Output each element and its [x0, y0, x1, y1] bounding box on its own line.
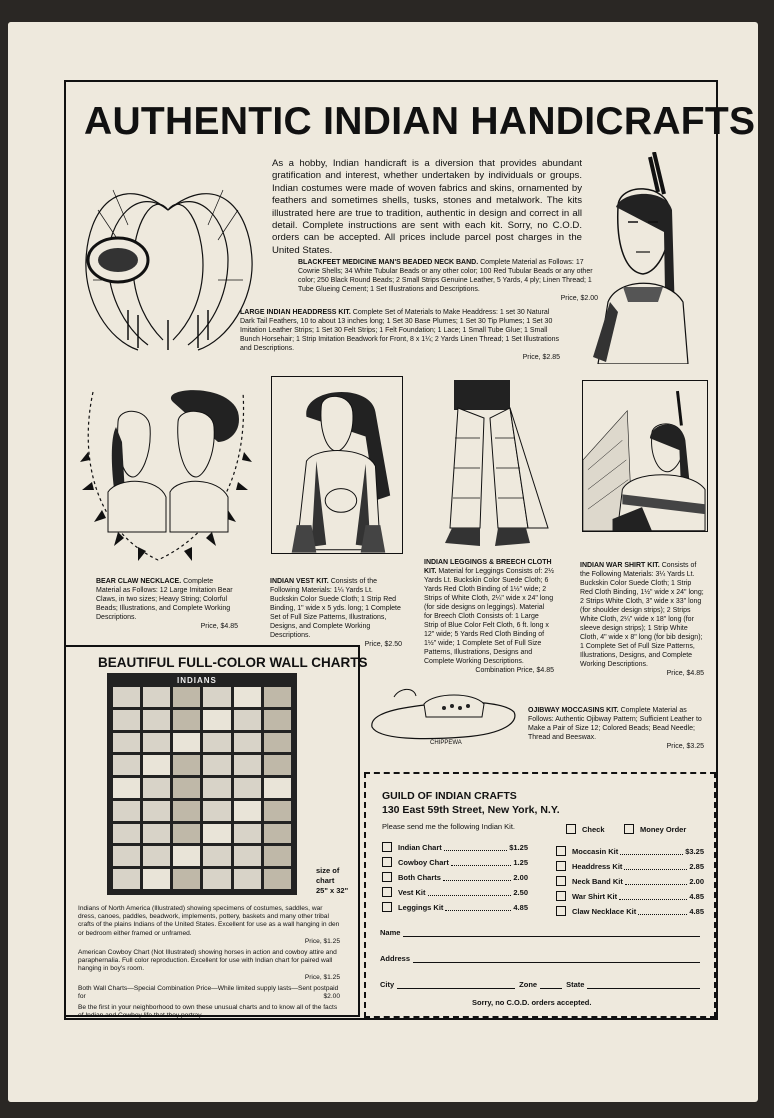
order-item-leggings-kit[interactable]: Leggings Kit 4.85	[382, 902, 528, 912]
vest-description: INDIAN VEST KIT. Consists of the Following Materials: 1¼ Yards Lt. Buckskin Color Suede Cloth; 1 Strip Red Binding, 1" wide x 5 yds. long; 1 Complete Set of Full Size Patterns, Illustrations, Designs, and Complete Working Descriptions. Price, $2.50	[270, 578, 402, 648]
neckband-description: BLACKFEET MEDICINE MAN'S BEADED NECK BAND. Complete Material as Follows: 17 Cowrie Shells; 34 White Tubular Beads or any other color; 100 Red Tubular Beads or any other color; 250 Black Round Beads; 2 Small Strips Genuine Leather, 5 Yards, 4 ply; Linen Thread; 1 Tube Glueing Cement; 1 Set Illustrations and Descriptions. Price, $2.00	[298, 259, 598, 302]
order-checkbox[interactable]	[382, 887, 392, 897]
headdress-illustration	[78, 150, 258, 355]
order-item-claw-necklace-kit[interactable]: Claw Necklace Kit 4.85	[556, 906, 704, 916]
zone-line[interactable]	[540, 987, 562, 989]
order-item-moccasin-kit[interactable]: Moccasin Kit $3.25	[556, 846, 704, 856]
bear-claw-necklace-illustration	[78, 382, 256, 572]
order-checkbox[interactable]	[382, 842, 392, 852]
order-checkbox[interactable]	[382, 872, 392, 882]
order-checkbox[interactable]	[556, 891, 566, 901]
war-shirt-description: INDIAN WAR SHIRT KIT. Consists of the Following Materials: 3¼ Yards Lt. Buckskin Color Suede Cloth; 1 Strip Red Cloth Binding, 1½" wide x 24" long; 2 Strips White Cloth, 3" wide x 33" long (for shoulder design strips); 2 Strips White Cloth, 2¼" wide x 18" long (for sleeve design strips); 1 Strip White Cloth, 4" wide x 8" long (for bib design); 1 Complete Set of Full Size Patterns, Illustrations, Designs, and Complete Working Descriptions. Price, $4.85	[580, 562, 704, 677]
state-line[interactable]	[587, 987, 700, 989]
order-item-headdress-kit[interactable]: Headdress Kit 2.85	[556, 861, 704, 871]
order-item-vest-kit[interactable]: Vest Kit 2.50	[382, 887, 528, 897]
leggings-description: INDIAN LEGGINGS & BREECH CLOTH KIT. Material for Leggings Consists of: 2½ Yards Lt. Buckskin Color Suede Cloth; 6 Yards Red Cloth Binding of 1½" wide; 2 Strips of White Cloth, 2¼" wide x 24" long (for side designs on leggings). Material for Breech Cloth Consists of: 1 Large Strip of Blue Color Felt Cloth, 6 ft. long x 12" wide; 5 Yards Red Cloth Binding of 1½" wide; 1 Complete Set of Full Size Patterns, Illustrations, Designs and Complete Working Descriptions. Combination Price, $4.85	[424, 559, 554, 674]
order-checkbox[interactable]	[556, 876, 566, 886]
order-item-war-shirt-kit[interactable]: War Shirt Kit 4.85	[556, 891, 704, 901]
guild-address: 130 East 59th Street, New York, N.Y.	[382, 804, 560, 816]
war-shirt-illustration	[582, 380, 708, 532]
order-item-both-charts[interactable]: Both Charts 2.00	[382, 872, 528, 882]
order-item-cowboy-chart[interactable]: Cowboy Chart 1.25	[382, 857, 528, 867]
ad-title: AUTHENTIC INDIAN HANDICRAFTS	[84, 100, 756, 143]
order-checkbox[interactable]	[556, 906, 566, 916]
ad-intro: As a hobby, Indian handicraft is a diversion that provides abundant gratification and interest, whether undertaken by individuals or groups. Indian costumes were made of woven fabrics and skins, ornamented by feathers and sometimes shells, tusks, stones and metalwork. The kits illustrated here are true to tradition, authentic in design and correct in all detail. Complete instructions are sent with each kit. Sorry, no C.O.D. orders can be accepted. All prices include parcel post charges in the United States.	[272, 158, 582, 256]
wall-charts-heading: BEAUTIFUL FULL-COLOR WALL CHARTS	[98, 655, 368, 670]
wall-charts-description: Indians of North America (Illustrated) showing specimens of costumes, saddles, war dress, canoes, paddles, beadwork, implements, pottery, baskets and many other tribal crafts of the plains Indians of the United States. Excellent for use as a wall hanging in den or bedroom either framed or unframed. Price, $1.25 American Cowboy Chart (Not Illustrated) showing horses in action and cowboy attire and paraphernalia. Full color reproduction. Excellent for use with Indian chart for paired wall hanging in boy's room. Price, $1.25 Both Wall Charts—Special Combination Price—While limited supply lasts—Sent postpaid for $2.00 Be the first in your neighborhood to own these unusual charts and to know all of the facts of Indian and Cowboy life that they portray.	[78, 905, 340, 1020]
name-field[interactable]: Name	[380, 928, 700, 937]
moccasins-caption: CHIPPEWA	[430, 740, 462, 746]
chart-size-note: size of chart 25" x 32"	[316, 866, 349, 895]
chief-portrait-illustration	[588, 152, 698, 364]
order-instruction: Please send me the following Indian Kit.	[382, 822, 515, 831]
city-line[interactable]	[397, 987, 515, 989]
order-item-indian-chart[interactable]: Indian Chart $1.25	[382, 842, 528, 852]
leggings-illustration	[440, 378, 550, 550]
city-zone-state-field[interactable]: City Zone State	[380, 980, 700, 989]
order-checkbox[interactable]	[556, 861, 566, 871]
moccasins-description: OJIBWAY MOCCASINS KIT. Complete Material as Follows: Authentic Ojibway Pattern; Sufficient Leather to Make a Pair of Size 12; Colored Beads; Bead Needle; Thread and Beeswax. Price, $3.25	[528, 707, 704, 750]
guild-name: GUILD OF INDIAN CRAFTS	[382, 790, 517, 802]
bear-claw-description: BEAR CLAW NECKLACE. Complete Material as Follows: 12 Large Imitation Bear Claws, in two sizes; Heavy String; Colorful Beads; Illustrations, and Complete Working Descriptions. Price, $4.85	[96, 578, 238, 630]
name-line[interactable]	[403, 935, 700, 937]
check-checkbox[interactable]	[566, 824, 576, 834]
no-cod-note: Sorry, no C.O.D. orders accepted.	[472, 998, 592, 1007]
headdress-description: LARGE INDIAN HEADDRESS KIT. Complete Set of Materials to Make Headdress: 1 set 30 Natural Dark Tail Feathers, 10 to about 13 inches long; 1 Set 30 Base Plumes; 1 Set 30 Tip Plumes; 1 Set 30 Imitation Leather Strips; 1 Set 30 Felt Strips; 1 Felt Foundation; 1 Lace; 1 Small Tube Glue; 1 Small Bunch Horsehair; 1 Strip Imitation Beadwork for Front, 8 x 1¼; 2 Yards Linen Thread; 1 Set Illustrations and Descriptions. Price, $2.85	[240, 309, 560, 361]
order-item-neck-band-kit[interactable]: Neck Band Kit 2.00	[556, 876, 704, 886]
poster-title: INDIANS	[177, 676, 217, 685]
check-option[interactable]: Check	[566, 824, 605, 834]
money-order-option[interactable]: Money Order	[624, 824, 686, 834]
indians-chart-poster	[107, 673, 297, 895]
order-checkbox[interactable]	[556, 846, 566, 856]
money-order-checkbox[interactable]	[624, 824, 634, 834]
order-checkbox[interactable]	[382, 902, 392, 912]
vest-illustration	[271, 376, 403, 554]
order-checkbox[interactable]	[382, 857, 392, 867]
address-field[interactable]: Address	[380, 954, 700, 963]
address-line[interactable]	[413, 961, 700, 963]
